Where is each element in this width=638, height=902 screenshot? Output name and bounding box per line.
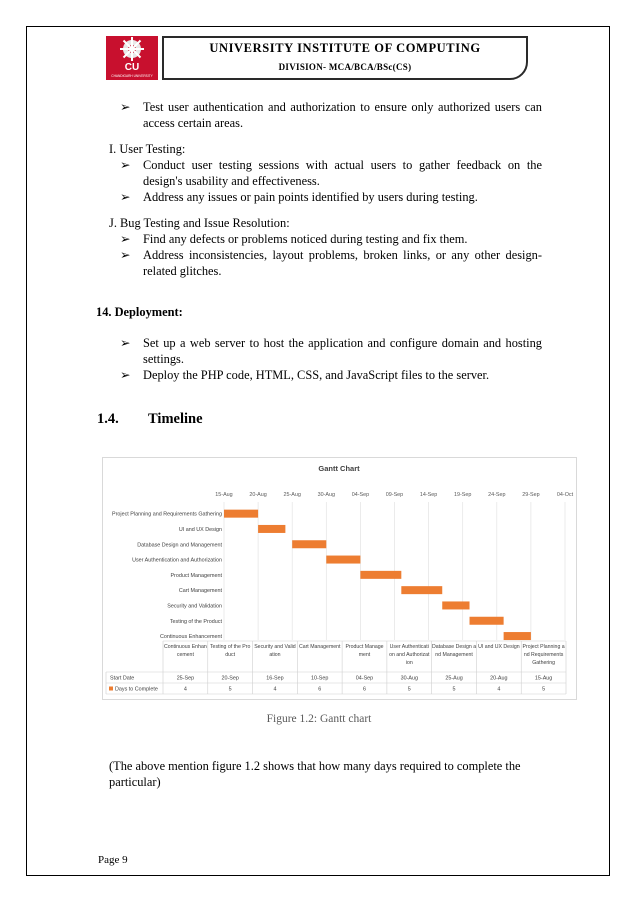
table-cell: 15-Aug xyxy=(534,675,553,682)
x-tick-label: 19-Sep xyxy=(454,492,472,498)
table-cell: 5 xyxy=(407,686,411,693)
x-tick-label: 24-Sep xyxy=(488,492,506,498)
gantt-chart xyxy=(102,457,577,700)
deployment-heading: 14. Deployment: xyxy=(96,305,183,319)
gantt-bar xyxy=(504,632,531,640)
table-cell: 30-Aug xyxy=(400,675,418,682)
page-header xyxy=(104,34,530,82)
table-column-header: ment xyxy=(358,652,371,658)
table-cell: 6 xyxy=(363,686,366,693)
bug-testing-heading: J. Bug Testing and Issue Resolution: xyxy=(109,216,290,230)
figure-caption: Figure 1.2: Gantt chart xyxy=(266,713,372,725)
x-tick-label: 04-Oct xyxy=(556,492,574,498)
x-tick-label: 09-Sep xyxy=(385,492,404,498)
table-column-header: UI and UX Design xyxy=(478,644,520,650)
gantt-bar xyxy=(442,601,469,609)
table-cell: 5 xyxy=(542,686,546,693)
user-testing-heading: I. User Testing: xyxy=(109,142,186,156)
gantt-bar xyxy=(326,556,360,564)
task-label: Database Design and Management xyxy=(137,542,222,549)
task-label: Security and Validation xyxy=(167,603,222,610)
table-column-header: Project Planning a xyxy=(522,644,565,650)
table-column-header: Testing of the Pro xyxy=(209,644,251,650)
table-column-header: nd Requirements xyxy=(523,652,564,658)
table-cell: 25-Sep xyxy=(176,675,195,682)
logo-university-text: CHANDIGARH UNIVERSITY xyxy=(111,74,153,78)
task-label: User Authentication and Authorization xyxy=(132,557,222,564)
timeline-title: Timeline xyxy=(148,411,203,427)
table-cell: 25-Aug xyxy=(445,675,463,682)
table-cell: 04-Sep xyxy=(355,675,374,682)
table-column-header: Cart Management xyxy=(298,644,341,650)
table-cell: 20-Sep xyxy=(221,675,239,682)
table-cell: 16-Sep xyxy=(266,675,284,682)
table-column-header: Product Manage xyxy=(345,644,384,650)
arrow-bullet-icon: ➢ xyxy=(120,248,131,262)
x-tick-label: 20-Aug xyxy=(249,492,267,498)
arrow-bullet-icon: ➢ xyxy=(120,368,131,382)
table-cell: 5 xyxy=(452,686,456,693)
header-title: UNIVERSITY INSTITUTE OF COMPUTING xyxy=(209,41,481,55)
task-label: Continuous Enhancement xyxy=(159,634,222,641)
arrow-bullet-icon: ➢ xyxy=(120,190,131,204)
table-column-header: nd Management xyxy=(435,652,473,658)
table-column-header: duct xyxy=(225,652,236,658)
header-box xyxy=(162,36,528,80)
table-column-header: ion xyxy=(405,660,413,666)
table-row-label: Days to Complete xyxy=(115,686,158,693)
table-column-header: Database Design a xyxy=(431,644,477,650)
table-cell: 10-Sep xyxy=(311,675,329,682)
bullet-deploy-1: ➢ Set up a web server to host the application and configure domain and hosting settings. xyxy=(120,336,542,366)
table-row-label: Start Date xyxy=(110,675,135,682)
bullet-bug-1: ➢ Find any defects or problems noticed during testing and fix them. xyxy=(120,232,468,246)
timeline-number: 1.4. xyxy=(97,411,119,427)
header-division: DIVISION- MCA/BCA/BSc(CS) xyxy=(278,62,412,72)
table-column-header: User Authenticati xyxy=(389,644,429,650)
gantt-bar xyxy=(224,510,258,518)
bullet-bug-2: ➢ Address inconsistencies, layout problems, broken links, or any other design-related glitches. xyxy=(120,248,542,278)
gantt-bar xyxy=(360,571,401,579)
x-tick-label: 25-Aug xyxy=(283,492,301,498)
table-cell: 20-Aug xyxy=(490,675,508,682)
x-tick-label: 30-Aug xyxy=(317,492,335,498)
bullet-user-testing-1: ➢ Conduct user testing sessions with actual users to gather feedback on the design's usability and effectiveness. xyxy=(120,158,542,188)
table-column-header: Continuous Enhan xyxy=(164,644,207,650)
task-label: Testing of the Product xyxy=(169,618,222,625)
task-label: Project Planning and Requirements Gathering xyxy=(112,511,222,518)
table-cell: 5 xyxy=(228,686,232,693)
bullet-deploy-2: ➢ Deploy the PHP code, HTML, CSS, and JavaScript files to the server. xyxy=(120,368,490,382)
task-label: Cart Management xyxy=(178,588,222,595)
table-cell: 4 xyxy=(183,686,187,693)
arrow-bullet-icon: ➢ xyxy=(120,158,131,172)
arrow-bullet-icon: ➢ xyxy=(120,100,131,114)
table-cell: 4 xyxy=(497,686,501,693)
page-number: Page 9 xyxy=(98,854,128,866)
table-column-header: Security and Valid xyxy=(254,644,296,650)
x-tick-label: 15-Aug xyxy=(215,492,233,498)
gantt-bar xyxy=(292,540,326,548)
arrow-bullet-icon: ➢ xyxy=(120,336,131,350)
gantt-chart-svg xyxy=(103,458,576,699)
x-tick-label: 14-Sep xyxy=(419,492,438,498)
chart-title: Gantt Chart xyxy=(318,464,360,473)
arrow-bullet-icon: ➢ xyxy=(120,232,131,246)
university-logo xyxy=(104,34,160,82)
bullet-user-testing-2: ➢ Address any issues or pain points identified by users during testing. xyxy=(120,190,478,204)
logo-cu-text: CU xyxy=(124,62,140,73)
figure-note: (The above mention figure 1.2 shows that how many days required to complete the particular) xyxy=(109,759,521,789)
table-column-header: ation xyxy=(269,652,281,658)
x-tick-label: 04-Sep xyxy=(351,492,370,498)
table-column-header: on and Authorizat xyxy=(389,652,430,658)
table-column-header: cement xyxy=(176,652,194,658)
table-cell: 6 xyxy=(318,686,322,693)
bullet-test-authentication: ➢ Test user authentication and authorization to ensure only authorized users can access certain areas. xyxy=(120,100,542,130)
table-cell: 4 xyxy=(273,686,277,693)
gantt-bar xyxy=(401,586,442,594)
table-column-header: Gathering xyxy=(532,660,556,666)
x-tick-label: 29-Sep xyxy=(522,492,540,498)
legend-swatch xyxy=(109,687,113,691)
gantt-bar xyxy=(258,525,285,533)
gantt-bar xyxy=(470,617,504,625)
task-label: UI and UX Design xyxy=(178,526,222,533)
task-label: Product Management xyxy=(170,572,222,579)
